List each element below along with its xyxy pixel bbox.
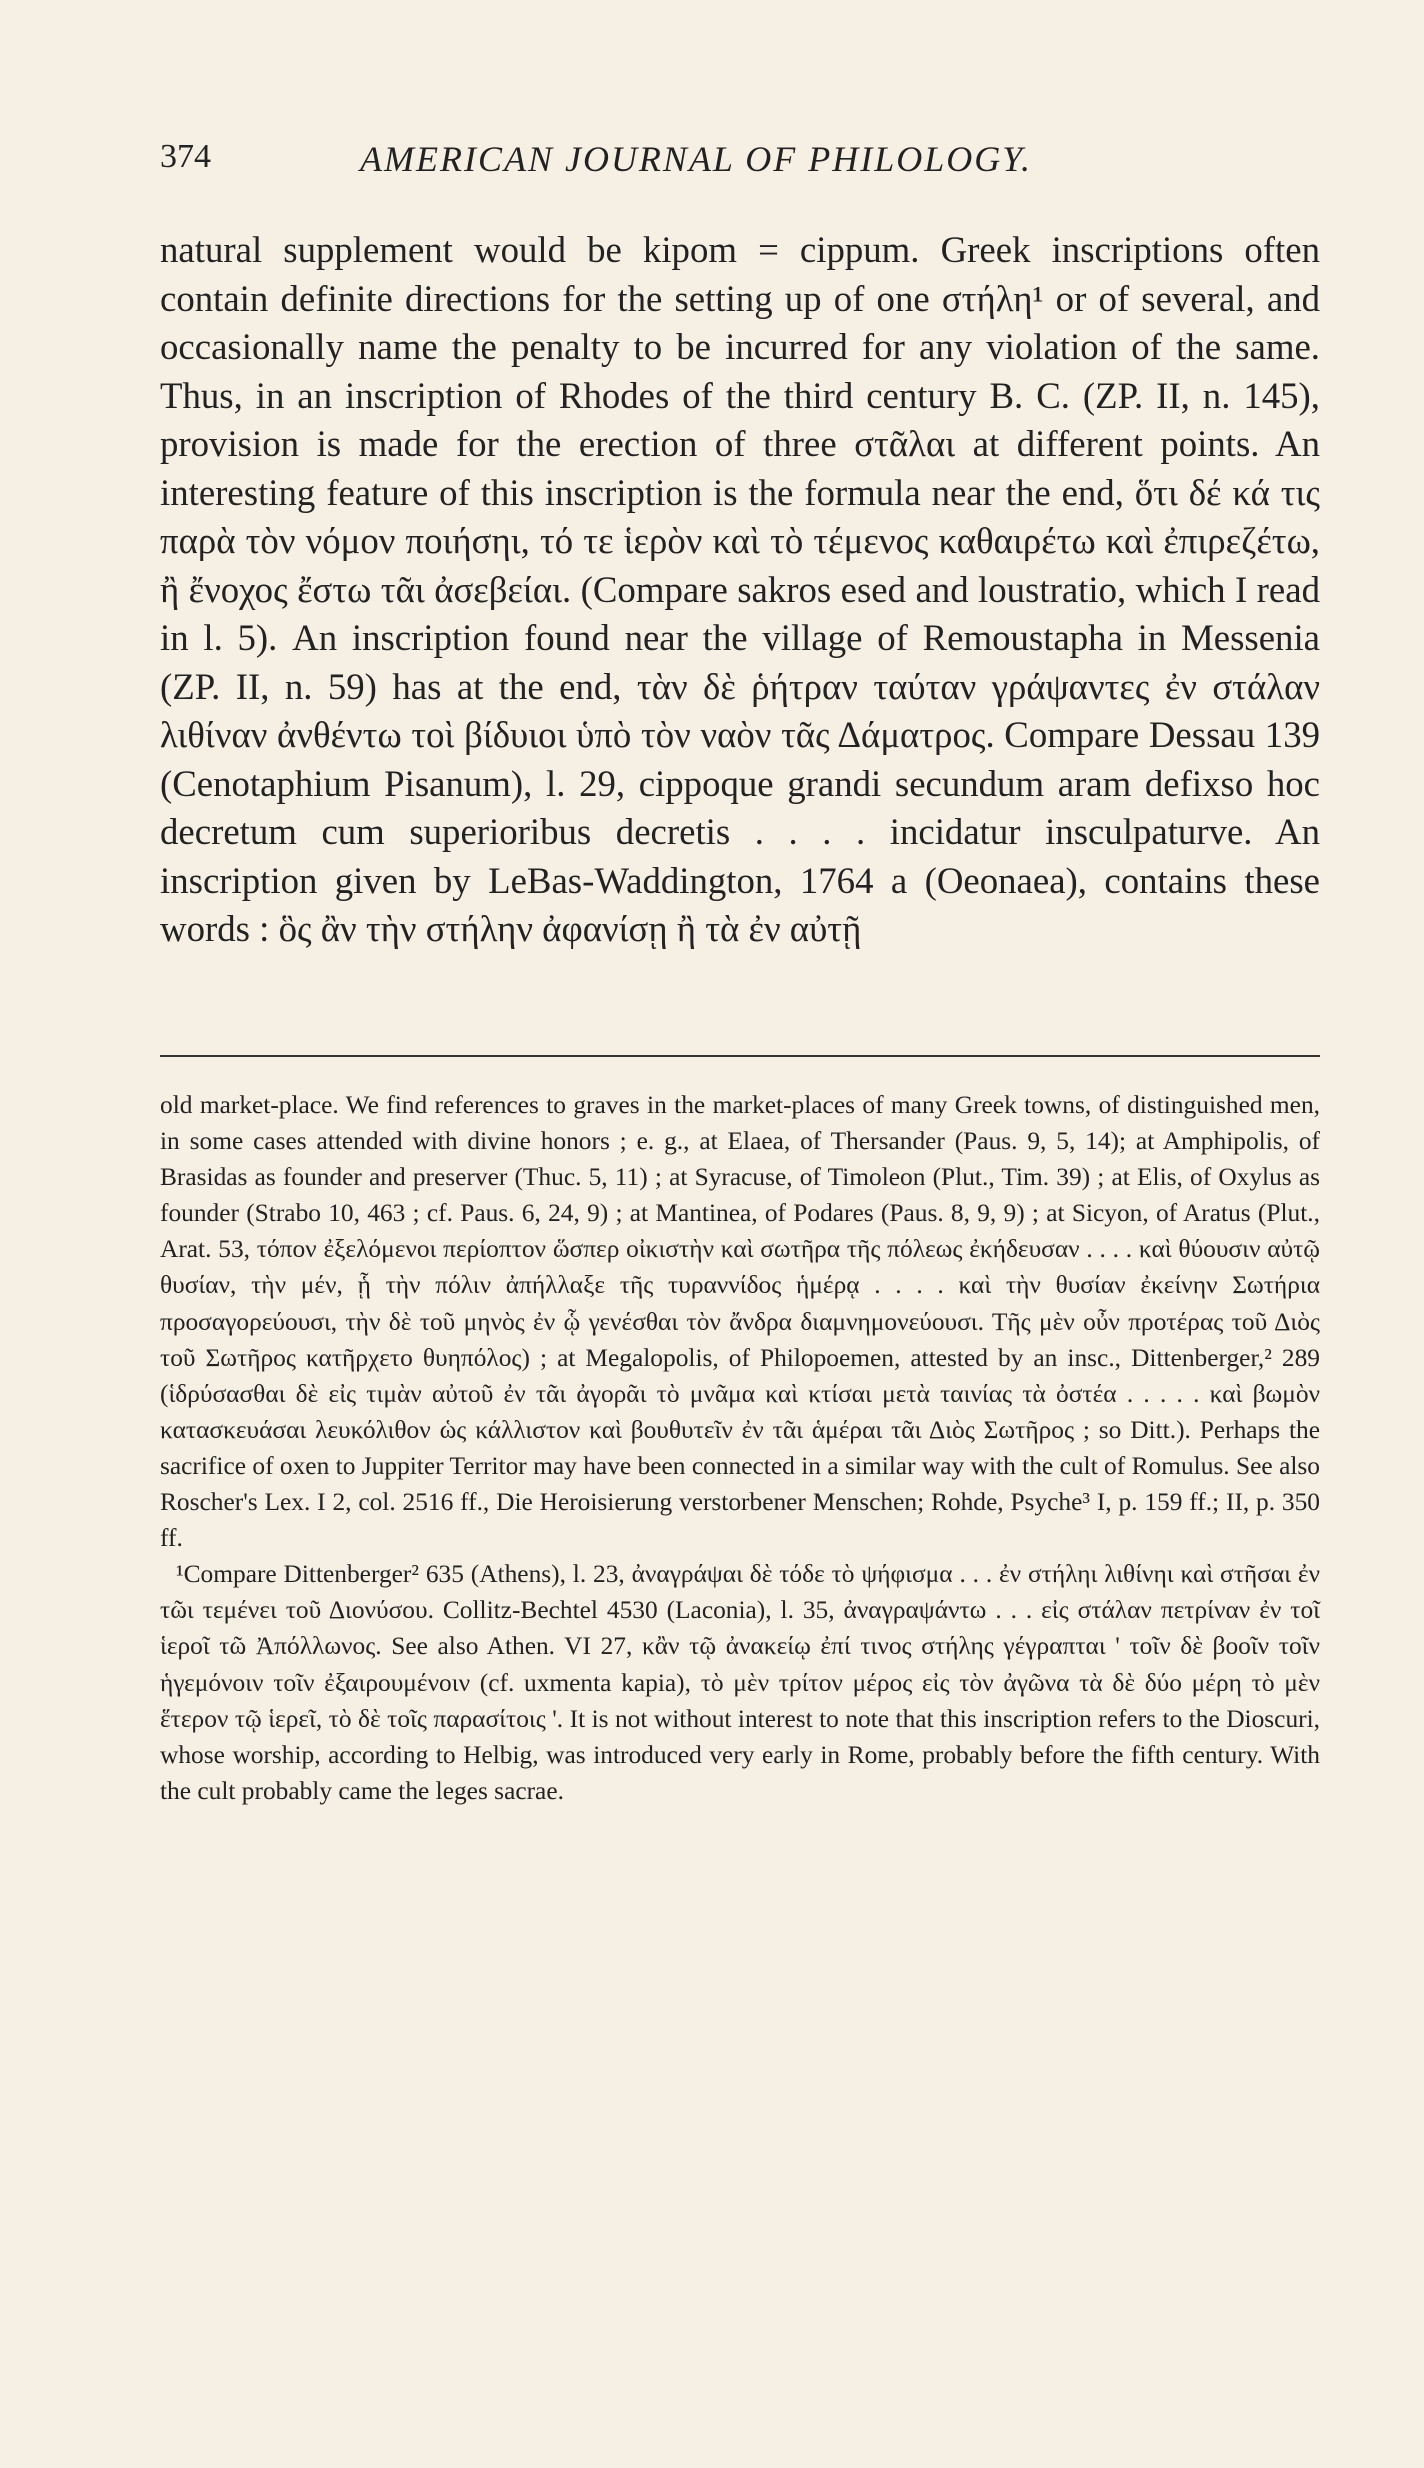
footnotes bbox=[160, 1087, 1320, 1809]
journal-title: AMERICAN JOURNAL OF PHILOLOGY. bbox=[360, 139, 1033, 179]
footnote-1: ¹Compare Dittenberger² 635 (Athens), l. 23, ἀναγράψαι δὲ τόδε τὸ ψήφισμα . . . ἐν στήληι λιθίνηι καὶ στῆσαι ἐν τῶι τεμένει τοῦ Διονύσου. Collitz-Bechtel 4530 (Laconia), l. 35, ἀναγραψάντω . . . εἰς στάλαν πετρίναν ἐν τοῖ ἱεροῖ τῶ Ἀπόλλωνος. See also Athen. VI 27, κἂν τῷ ἀνακείῳ ἐπί τινος στήλης γέγραπται ' τοῖν δὲ βοοῖν τοῖν ἡγεμόνοιν τοῖν ἐξαιρουμένοιν (cf. uxmenta kapia), τὸ μὲν τρίτον μέρος εἰς τὸν ἀγῶνα τὰ δὲ δύο μέρη τὸ μὲν ἕτερον τῷ ἱερεῖ, τὸ δὲ τοῖς παρασίτοις '. It is not without interest to note that this inscription refers to the Dioscuri, whose worship, according to Helbig, was introduced very early in Rome, probably before the fifth century. With the cult probably came the leges sacrae. bbox=[160, 1560, 1320, 1805]
page-number: 374 bbox=[160, 138, 211, 175]
running-head bbox=[160, 138, 1320, 198]
footnote-rule bbox=[160, 1055, 1320, 1057]
main-paragraph: natural supplement would be kipom = cippum. Greek inscriptions often contain definite directions for the setting up of one στήλη¹ or of several, and occasionally name the penalty to be incurred for any violation of the same. Thus, in an inscription of Rhodes of the third century B. C. (ZP. II, n. 145), provision is made for the erection of three στᾶλαι at different points. An interesting feature of this inscription is the formula near the end, ὅτι δέ κά τις παρὰ τὸν νόμον ποιήσηι, τό τε ἱερὸν καὶ τὸ τέμενος καθαιρέτω καὶ ἐπιρεζέτω, ἢ ἔνοχος ἔστω τᾶι ἀσεβείαι. (Compare sakros esed and loustratio, which I read in l. 5). An inscription found near the village of Remoustapha in Messenia (ZP. II, n. 59) has at the end, τὰν δὲ ῥήτραν ταύταν γράψαντες ἐν στάλαν λιθίναν ἀνθέντω τοὶ βίδυιοι ὑπὸ τὸν ναὸν τᾶς Δάματρος. Compare Dessau 139 (Cenotaphium Pisanum), l. 29, cippoque grandi secundum aram defixso hoc decretum cum superioribus decretis . . . . incidatur insculpaturve. An inscription given by LeBas-Waddington, 1764 a (Oeonaea), contains these words : ὃς ἂν τὴν στήλην ἀφανίσῃ ἢ τὰ ἐν αὐτῇ bbox=[160, 229, 1320, 949]
footnote-continuation: old market-place. We find references to graves in the market-places of many Greek towns, of distinguished men, in some cases attended with divine honors ; e. g., at Elaea, of Thersander (Paus. 9, 5, 14); at Amphipolis, of Brasidas as founder and preserver (Thuc. 5, 11) ; at Syracuse, of Timoleon (Plut., Tim. 39) ; at Elis, of Oxylus as founder (Strabo 10, 463 ; cf. Paus. 6, 24, 9) ; at Mantinea, of Podares (Paus. 8, 9, 9) ; at Sicyon, of Aratus (Plut., Arat. 53, τόπον ἐξελόμενοι περίοπτον ὥσπερ οἰκιστὴν καὶ σωτῆρα τῆς πόλεως ἐκήδευσαν . . . . καὶ θύουσιν αὐτῷ θυσίαν, τὴν μέν, ᾗ τὴν πόλιν ἀπήλλαξε τῆς τυραννίδος ἡμέρᾳ . . . . καὶ τὴν θυσίαν ἐκείνην Σωτήρια προσαγορεύουσι, τὴν δὲ τοῦ μηνὸς ἐν ᾧ γενέσθαι τὸν ἄνδρα διαμνημονεύουσι. Τῆς μὲν οὖν προτέρας τοῦ Διὸς τοῦ Σωτῆρος κατῆρχετο θυηπόλος) ; at Megalopolis, of Philopoemen, attested by an insc., Dittenberger,² 289 (ἱδρύσασθαι δὲ εἰς τιμὰν αὐτοῦ ἐν τᾶι ἀγορᾶι τὸ μνᾶμα καὶ κτίσαι μετὰ ταινίας τὰ ὀστέα . . . . . καὶ βωμὸν κατασκευάσαι λευκόλιθον ὡς κάλλιστον καὶ βουθυτεῖν ἐν τᾶι ἁμέραι τᾶι Διὸς Σωτῆρος ; so Ditt.). Perhaps the sacrifice of oxen to Juppiter Territor may have been connected in a similar way with the cult of Romulus. See also Roscher's Lex. I 2, col. 2516 ff., Die Heroisierung verstorbener Menschen; Rohde, Psyche³ I, p. 159 ff.; II, p. 350 ff. bbox=[160, 1091, 1320, 1553]
main-text bbox=[160, 226, 1320, 954]
